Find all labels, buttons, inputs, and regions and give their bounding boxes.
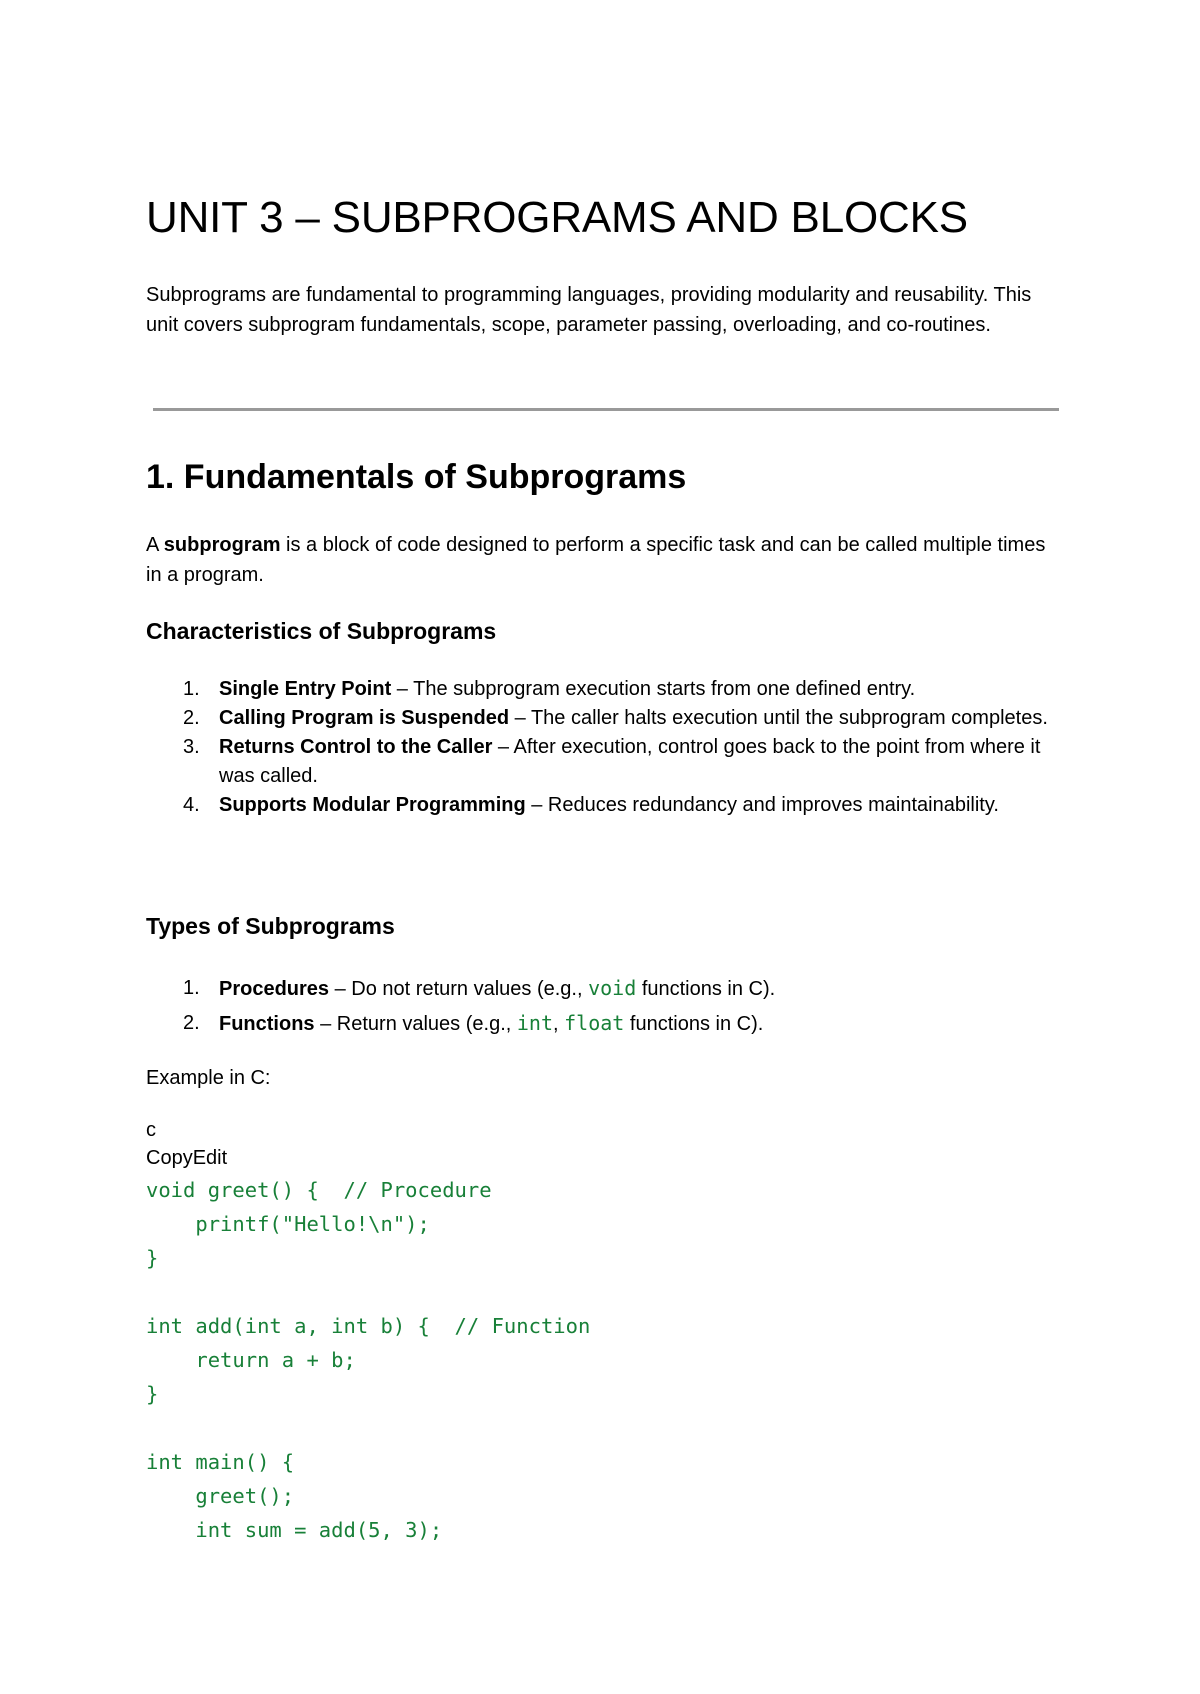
characteristics-heading: Characteristics of Subprograms <box>146 618 497 644</box>
inline-code: void <box>588 976 637 1000</box>
list-item-text: – Do not return values (e.g., <box>329 978 589 1000</box>
types-list <box>146 971 1066 1041</box>
list-item-text: – Return values (e.g., <box>314 1013 517 1035</box>
list-item-text: – Reduces redundancy and improves maintainability. <box>525 794 999 816</box>
types-heading: Types of Subprograms <box>146 913 395 939</box>
characteristics-list <box>146 675 1066 820</box>
list-number: 3. <box>183 736 200 758</box>
list-item-term: Functions <box>219 1013 315 1035</box>
intro-paragraph: Subprograms are fundamental to programming languages, providing modularity and reusability. This unit covers subprogram fundamentals, scope, parameter passing, overloading, and co-routines. <box>146 284 1032 336</box>
code-line: return a + b; <box>146 1348 356 1372</box>
example-label: Example in C: <box>146 1067 271 1089</box>
code-line: int sum = add(5, 3); <box>146 1518 443 1542</box>
list-number: 2. <box>183 707 200 729</box>
code-language-label: c <box>146 1119 156 1141</box>
list-item <box>146 791 1066 820</box>
list-item-text: – After execution, control goes back to the point from where it was called. <box>219 736 1041 787</box>
list-item <box>146 675 1066 704</box>
list-item-text: functions in C). <box>624 1013 764 1035</box>
inline-code: int <box>516 1011 553 1035</box>
list-number: 4. <box>183 794 200 816</box>
list-item-term: Calling Program is Suspended <box>219 707 510 729</box>
definition-term: subprogram <box>163 534 281 556</box>
code-line: int add(int a, int b) { // Function <box>146 1314 591 1338</box>
section-heading-fundamentals: 1. Fundamentals of Subprograms <box>146 458 687 496</box>
list-number: 1. <box>183 977 200 999</box>
code-line: printf("Hello!\n"); <box>146 1212 430 1236</box>
list-item <box>146 704 1066 733</box>
code-line <box>146 1275 590 1309</box>
subprogram-definition <box>146 530 1046 590</box>
list-item-text: , <box>553 1013 565 1035</box>
code-line: int main() { <box>146 1450 295 1474</box>
code-line <box>146 1411 590 1445</box>
copy-edit-button[interactable]: CopyEdit <box>146 1147 228 1169</box>
list-item <box>146 971 1066 1006</box>
code-line: greet(); <box>146 1484 295 1508</box>
code-line: } <box>146 1246 159 1270</box>
document-title: UNIT 3 – SUBPROGRAMS AND BLOCKS <box>146 193 968 242</box>
list-item-text: – The caller halts execution until the subprogram completes. <box>509 707 1048 729</box>
list-item <box>146 733 1066 791</box>
code-line: void greet() { // Procedure <box>146 1178 492 1202</box>
definition-prefix: A <box>146 534 164 556</box>
list-item-text: – The subprogram execution starts from one defined entry. <box>391 678 916 700</box>
list-item-term: Single Entry Point <box>219 678 392 700</box>
definition-suffix: is a block of code designed to perform a specific task and can be called multiple times in a program. <box>146 534 1046 586</box>
list-number: 2. <box>183 1012 200 1034</box>
list-item-term: Returns Control to the Caller <box>219 736 493 758</box>
code-line: } <box>146 1382 159 1406</box>
inline-code: float <box>564 1011 625 1035</box>
list-number: 1. <box>183 678 200 700</box>
list-item-term: Supports Modular Programming <box>219 794 526 816</box>
code-block <box>146 1173 590 1547</box>
list-item <box>146 1006 1066 1041</box>
horizontal-rule <box>153 408 1059 411</box>
list-item-term: Procedures <box>219 978 330 1000</box>
list-item-text: functions in C). <box>636 978 776 1000</box>
